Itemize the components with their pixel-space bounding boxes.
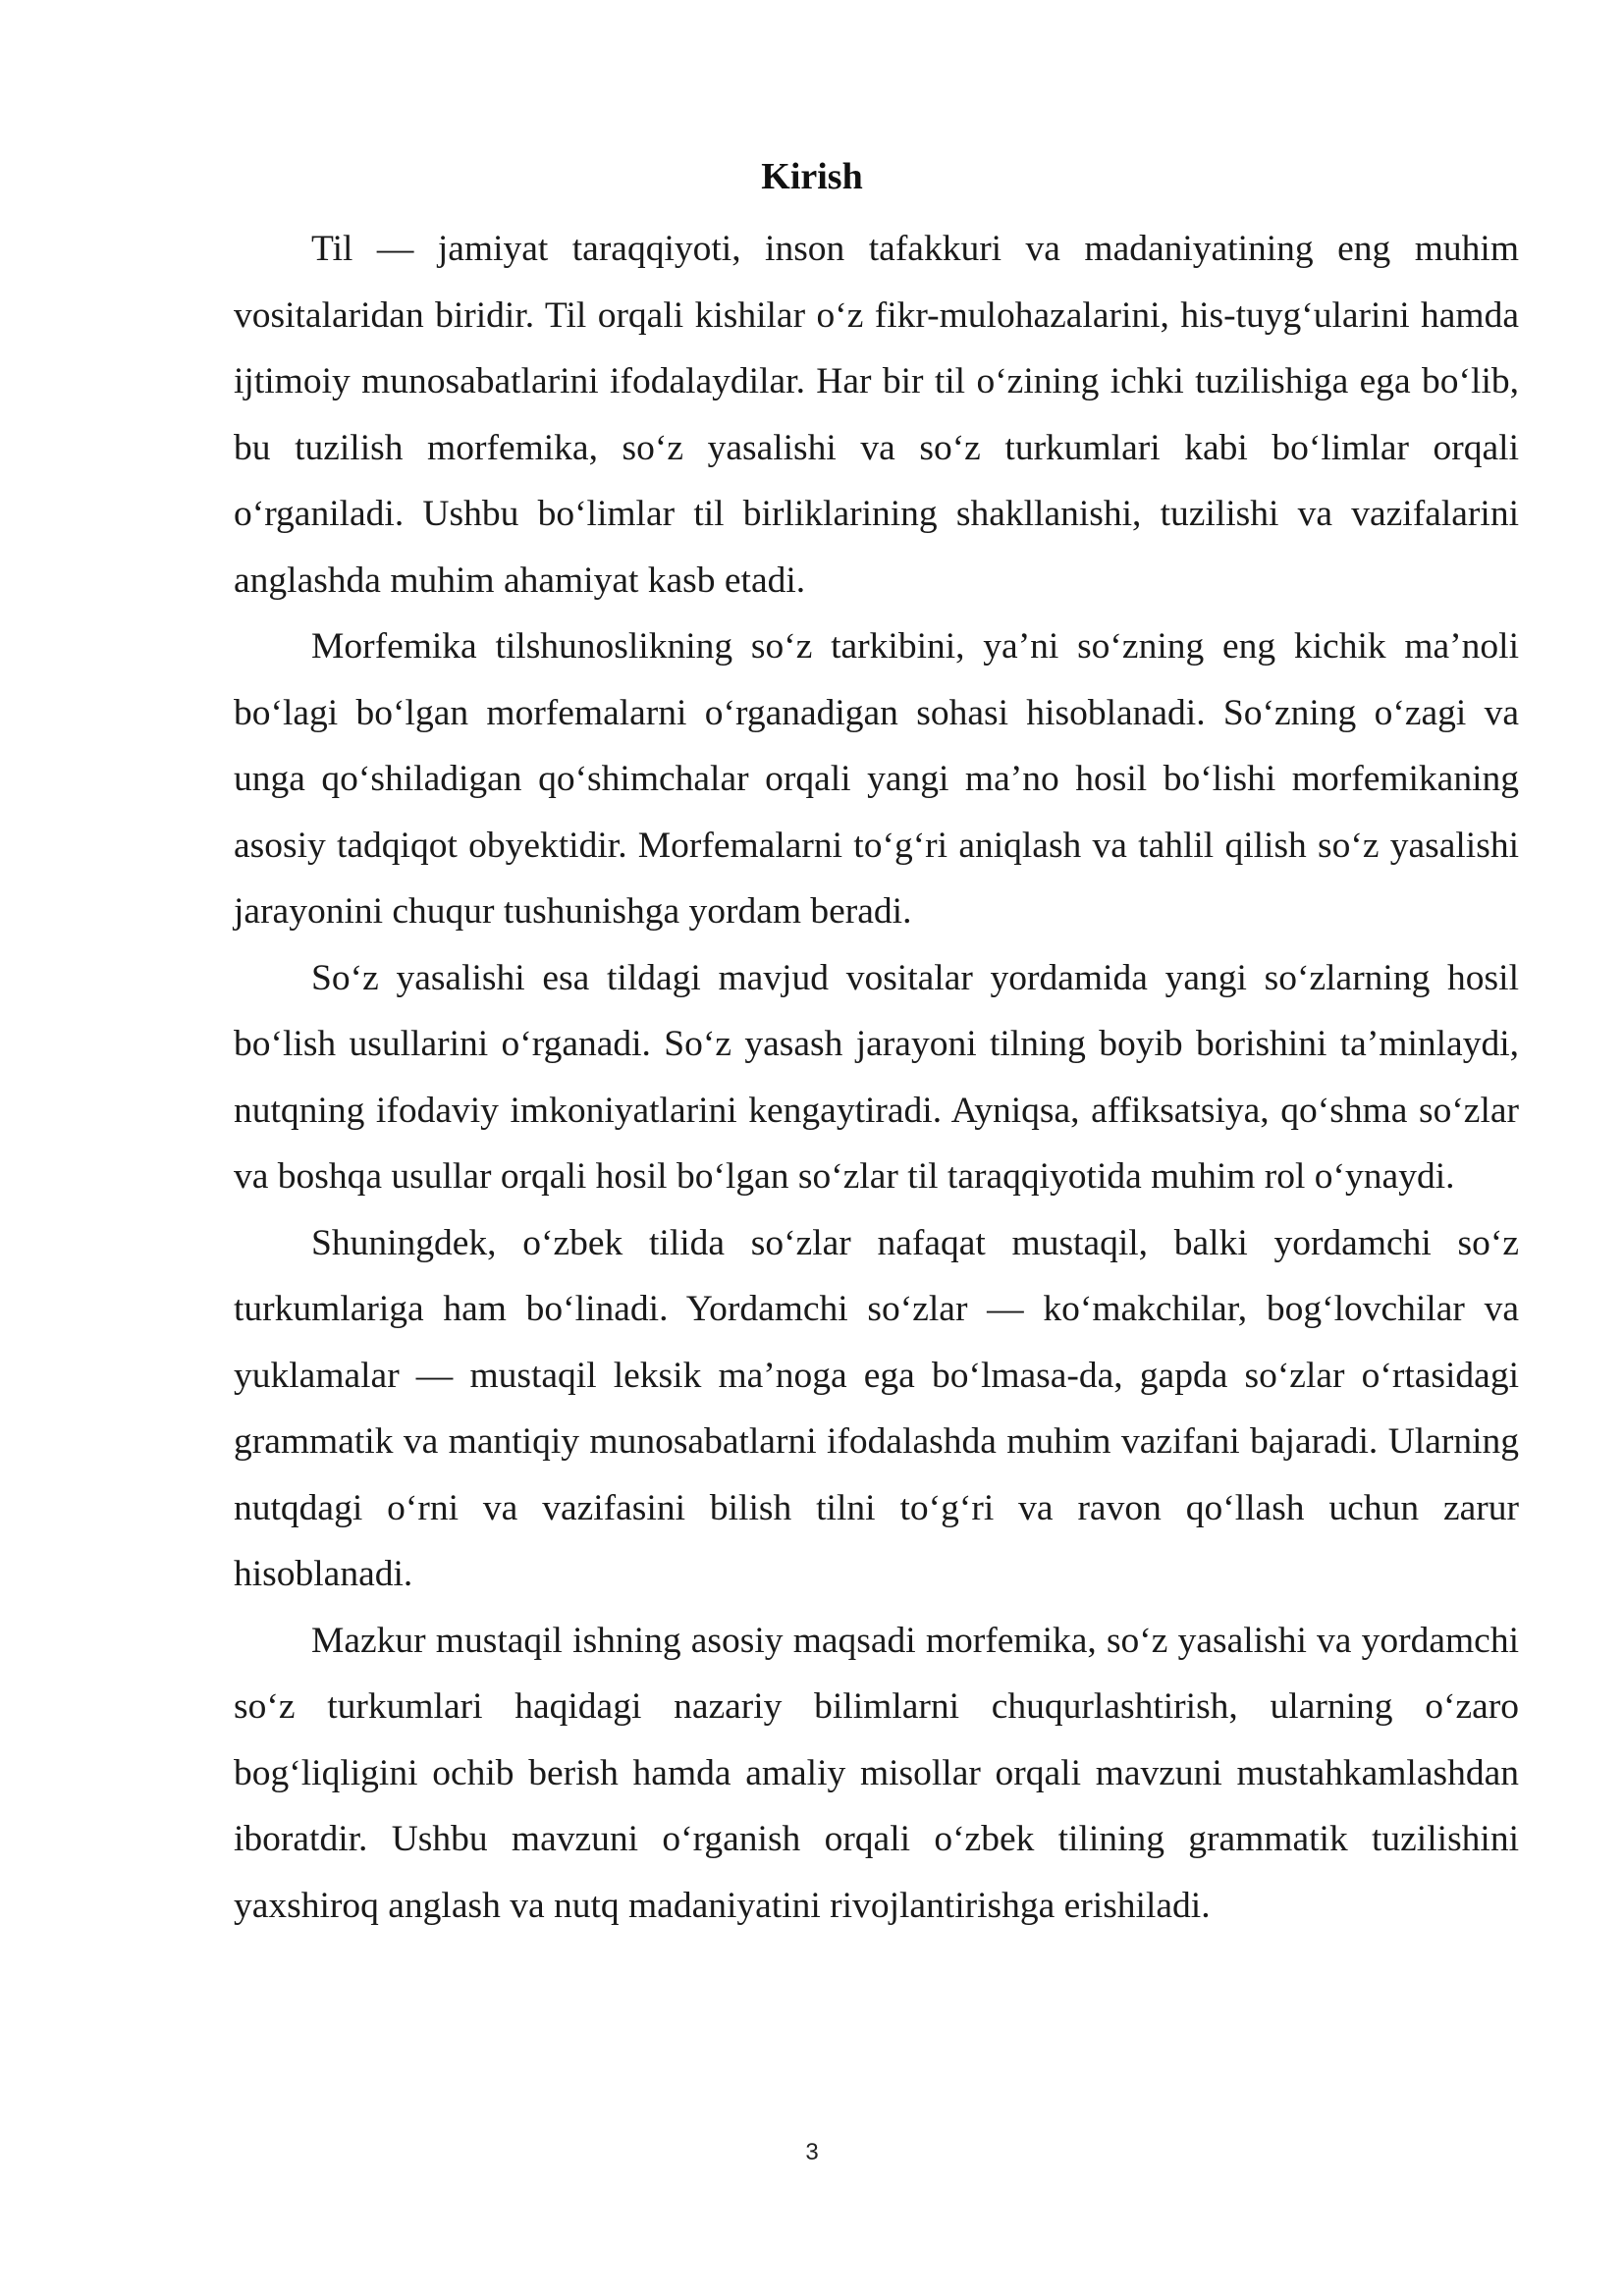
paragraph: Morfemika tilshunoslikning so‘z tarkibini, ya’ni so‘zning eng kichik ma’noli bo‘lagi bo‘lgan morfemalarni o‘rganadigan sohasi hisoblanadi. So‘zning o‘zagi va unga qo‘shiladigan qo‘shimchalar orqali yangi ma’no hosil bo‘lishi morfemikaning asosiy tadqiqot obyektidir. Morfemalarni to‘g‘ri aniqlash va tahlil qilish so‘z yasalishi jarayonini chuqur tushunishga yordam beradi.	[234, 626, 1519, 932]
page-title: Kirish	[761, 156, 863, 197]
paragraph: Mazkur mustaqil ishning asosiy maqsadi morfemika, so‘z yasalishi va yordamchi so‘z turkumlari haqidagi nazariy bilimlarni chuqurlashtirish, ularning o‘zaro bog‘liqligini ochib berish hamda amaliy misollar orqali mavzuni mustahkamlashdan iboratdir. Ushbu mavzuni o‘rganish orqali o‘zbek tilining grammatik tuzilishini yaxshiroq anglash va nutq madaniyatini rivojlantirishga erishiladi.	[234, 1620, 1519, 1926]
body-text	[234, 216, 1519, 1939]
paragraph: Shuningdek, o‘zbek tilida so‘zlar nafaqat mustaqil, balki yordamchi so‘z turkumlariga ham bo‘linadi. Yordamchi so‘zlar — ko‘makchilar, bog‘lovchilar va yuklamalar — mustaqil leksik ma’noga ega bo‘lmasa-da, gapda so‘zlar o‘rtasidagi grammatik va mantiqiy munosabatlarni ifodalashda muhim vazifani bajaradi. Ularning nutqdagi o‘rni va vazifasini bilish tilni to‘g‘ri va ravon qo‘llash uchun zarur hisoblanadi.	[234, 1222, 1519, 1594]
page-number: 3	[805, 2139, 819, 2165]
paragraph: So‘z yasalishi esa tildagi mavjud vositalar yordamida yangi so‘zlarning hosil bo‘lish usullarini o‘rganadi. So‘z yasash jarayoni tilning boyib borishini ta’minlaydi, nutqning ifodaviy imkoniyatlarini kengaytiradi. Ayniqsa, affiksatsiya, qo‘shma so‘zlar va boshqa usullar orqali hosil bo‘lgan so‘zlar til taraqqiyotida muhim rol o‘ynaydi.	[234, 957, 1519, 1197]
paragraph: Til — jamiyat taraqqiyoti, inson tafakkuri va madaniyatining eng muhim vositalaridan biridir. Til orqali kishilar o‘z fikr-mulohazalarini, his-tuyg‘ularini hamda ijtimoiy munosabatlarini ifodalaydilar. Har bir til o‘zining ichki tuzilishiga ega bo‘lib, bu tuzilish morfemika, so‘z yasalishi va so‘z turkumlari kabi bo‘limlar orqali o‘rganiladi. Ushbu bo‘limlar til birliklarining shakllanishi, tuzilishi va vazifalarini anglashda muhim ahamiyat kasb etadi.	[234, 229, 1519, 601]
